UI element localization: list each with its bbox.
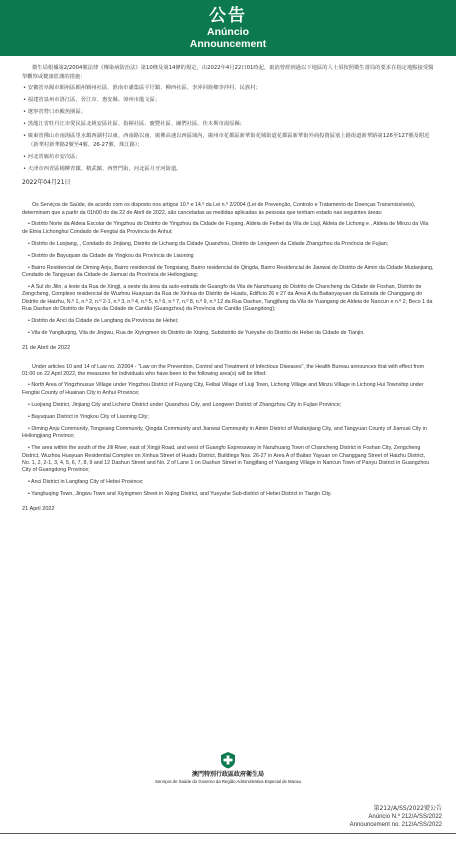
english-section	[22, 364, 434, 513]
title-zh: 公告	[209, 6, 247, 26]
footer-divider	[0, 833, 456, 834]
title-pt: Anúncio	[207, 26, 249, 38]
zh-item-fujian: • 福建省泉州市洛江區、晉江市、惠安縣、漳州市龍文區；	[23, 97, 161, 104]
en-item-fujian: • Luojiang District, Jinjiang City and Lichenz District under Quanzhou City, and Longwen District of Zhangzhou City in Fujian Province;	[28, 401, 342, 408]
zh-item-tianjin: • 天津市西青區楊柳青鎮、精武鎮、西營門街，河北區月牙河街道。	[23, 165, 182, 172]
pt-date: 21 de Abril de 2022	[22, 344, 71, 351]
portuguese-section	[22, 202, 434, 351]
zh-item-liaoning: • 遼寧省營口市鮁魚圈區；	[23, 109, 87, 116]
pt-item-hebei: • Distrito de Anci da Cidade de Langfang da Província de Hebei;	[28, 318, 179, 325]
health-bureau-logo-icon	[220, 751, 236, 769]
pt-item-tianjin: • Vila de Yangliuqing, Vila de Jingwu, Rua de Xiyingmen do Distrito de Xiqing, Subdistrito de Yueyahe do Distrito de Hebei da Cidade de Tianjin.	[28, 330, 365, 337]
en-item-heilongjiang: • Diming Anju Community, Tongxiang Community, Qingda Community and Jianwai Community in Aimin District of Mudanjiang City, and Tangyuan County of Jiamusi City in Heilongjiang Province;	[22, 425, 427, 440]
pt-item-liaoning: • Distrito de Bayuquan da Cidade de Yingkou da Província de Liaoning	[28, 252, 194, 259]
pt-item-heilongjiang: • Bairro Residencial de Diming Anju, Bairro residencial de Tongxiang, Bairro residencial de Qingda, Bairro Residencial de Jianwai do Distrito de Aimin da Cidade Mudanjiang, Condado de Tangyuan da Cidade de Jiamusi da Província de Heilongjiang;	[22, 264, 434, 278]
announcement-header	[0, 0, 456, 56]
pt-item-fujian: • Distrito de Luojiang, , Condado do Jinjiang, Distrito de Lichang da Cidade Quanzhou, Distrito de Longwen da Cidade Zhangzhou da Província de Fujian;	[28, 240, 389, 247]
footer-org-zh: 澳門特別行政區政府衛生局	[191, 771, 264, 778]
en-date: 21 April 2022	[22, 505, 55, 512]
pt-intro: Os Serviços de Saúde, de acordo com os disposto nos artigos 10.º e 14.º da Lei n.º 2/2004 (Lei de Prevenção, Controlo e Tratamento de Doenças Transmissíveis), determinam que a partir da 01h00 do dia 22 de Abril de 2022, são canceladas as medidas aplicadas às pessoas que tenham estado nas seguintes áreas:	[22, 202, 416, 216]
announcement-body	[22, 64, 434, 525]
reference-zh: 第212/A/SS/2022號公告	[373, 805, 442, 812]
pt-item-guangdong: • A Sul do Jilin, a leste da Rua de Xingji, a oeste da área da auto-estrada de Guangfo da Vila de Nanzhuang do Distrito de Chancheng da Cidade de Foshan, Distrito de Zengcheng, Complexo residencial de Wuzhou Huayuan da Rua de Xinhua do Distrito de Huadu, Edifício 26 e 27 da Área A da Baitaoyayuan da Estrada de Changgang do Distrito de Haizhu, N.º 1, n.º 2, n.º 2-1, n.º 3, n.º 4, n.º 5, n.º 6, n.º 7, n.º 8, n.º 9, n.º 12 da Rua Dashun, Tangjifang da Vila de Yuangang de Aldeia de Nancun e n.º 2, Beco 1 da Rua Dashun do Distrito de Panyu da Cidade de Cantão (Guangzhou) da Província de Cantão (Guangdong);	[22, 283, 433, 313]
zh-item-guangdong: • 廣東省佛山市南海區里水鎮西湖村以東、西南路以南、廣佛高速以西區域內，廣州市花都區新華街花城街道花都區新華街外商投資區塞上路街道新華路第126至127號及附近（新華村新華路2號至4號、26-27號、珠江路）；	[23, 133, 430, 148]
zh-item-anhui: • 安徽省阜陽市穎州區穎州穎州社區、淮南市潘集區平圩鎮、柳西社區、李沖回族鄉李沖村、民族村；	[23, 85, 261, 92]
en-item-anhui: • North Area of Yingzhouxue Village under Yingzhou District of Fuyang City, Feibal Village of Liuji Town, Lichong Village and Minzu Village in Lichong Hui Township under Fengtai County of Huainan City in Anhui Province;	[22, 382, 424, 396]
chinese-section	[22, 64, 434, 187]
zh-intro: 衛生局根據第2/2004號法律《傳染病防治法》第10條及第14條的規定，由2022年4月22日01時起，取消曾經到過以下地區的人士須按照衛生當局的要求在指定地點接受醫學觀察或健康監測的措施：	[22, 65, 434, 80]
reference-pt: Anúncio N.º 212/A/SS/2022	[368, 814, 442, 820]
en-item-guangdong: • The area within the south of the Jili River, east of Xingji Road, and west of Guangfo Expressway in Nanzhuang Town of Chancheng District in Foshan City, Zengcheng District, Wuzhou Huayuan Residential Complex on Xinhua Street of Huadu District, Buildings Nos. 26-27 in Area A of Baitao Yayuan on Changgang Street of Haizhu District, No. 1, 2, 2-1, 3, 4, 5, 6, 7, 8, 9 and 12 Dashun Street and No. 2 of Lane 1 on Dashun Street in Tangjifang of Yuangang Village in Nancun Town of Panyu District in Guangzhou City of Guangdong Province;	[22, 445, 430, 474]
footer-org-pt: Serviços de Saúde do Governo da Região Administrativa Especial de Macau	[155, 779, 301, 784]
zh-item-heilongjiang: • 黑龍江省牡丹江市愛民區北姚安區社區、指揮社區、慶豐社區、圖們社區、佳木斯市湯原縣；	[23, 121, 245, 128]
en-intro: Under articles 10 and 14 of Law no. 2/2004 - "Law on the Prevention, Control and Treatment of Infectious Diseases", the Health Bureau announces that with effect from 01:00 on 22 April 2022, the measures for individuals who have been to the following area(s) will be lifted:	[22, 363, 425, 377]
zh-item-hebei: • 河北省廊坊市安次區；	[23, 153, 81, 160]
reference-en: Announcement no. 212/A/SS/2022	[349, 822, 442, 828]
zh-date: 2022年04月21日	[22, 179, 71, 187]
en-item-tianjin: • Yangliuqing Town, Jingwu Town and Xiyingmen Street in Xiqing District, and Yueyahe Sub-district of Hebei District in Tianjin City.	[28, 491, 332, 498]
title-en: Announcement	[189, 38, 267, 50]
pt-item-anhui: • Distrito Norte da Aldeia Escolar de Yingzhou do Distrito de Yingzhou da Cidade de Fuyang, Aldeia de Feibei da Vila de Liuji, Aldeia de Lichong e , Aldeia de Minzu da Vila de Etnia Lichonghui Condado de Fengtai da Província de Anhui;	[22, 221, 429, 235]
en-item-hebei: • Anci District in Langfang City of Hebei Province;	[28, 479, 144, 486]
en-item-liaoning: • Bayuquan District in Yingkou City of Liaoning City;	[28, 413, 149, 420]
